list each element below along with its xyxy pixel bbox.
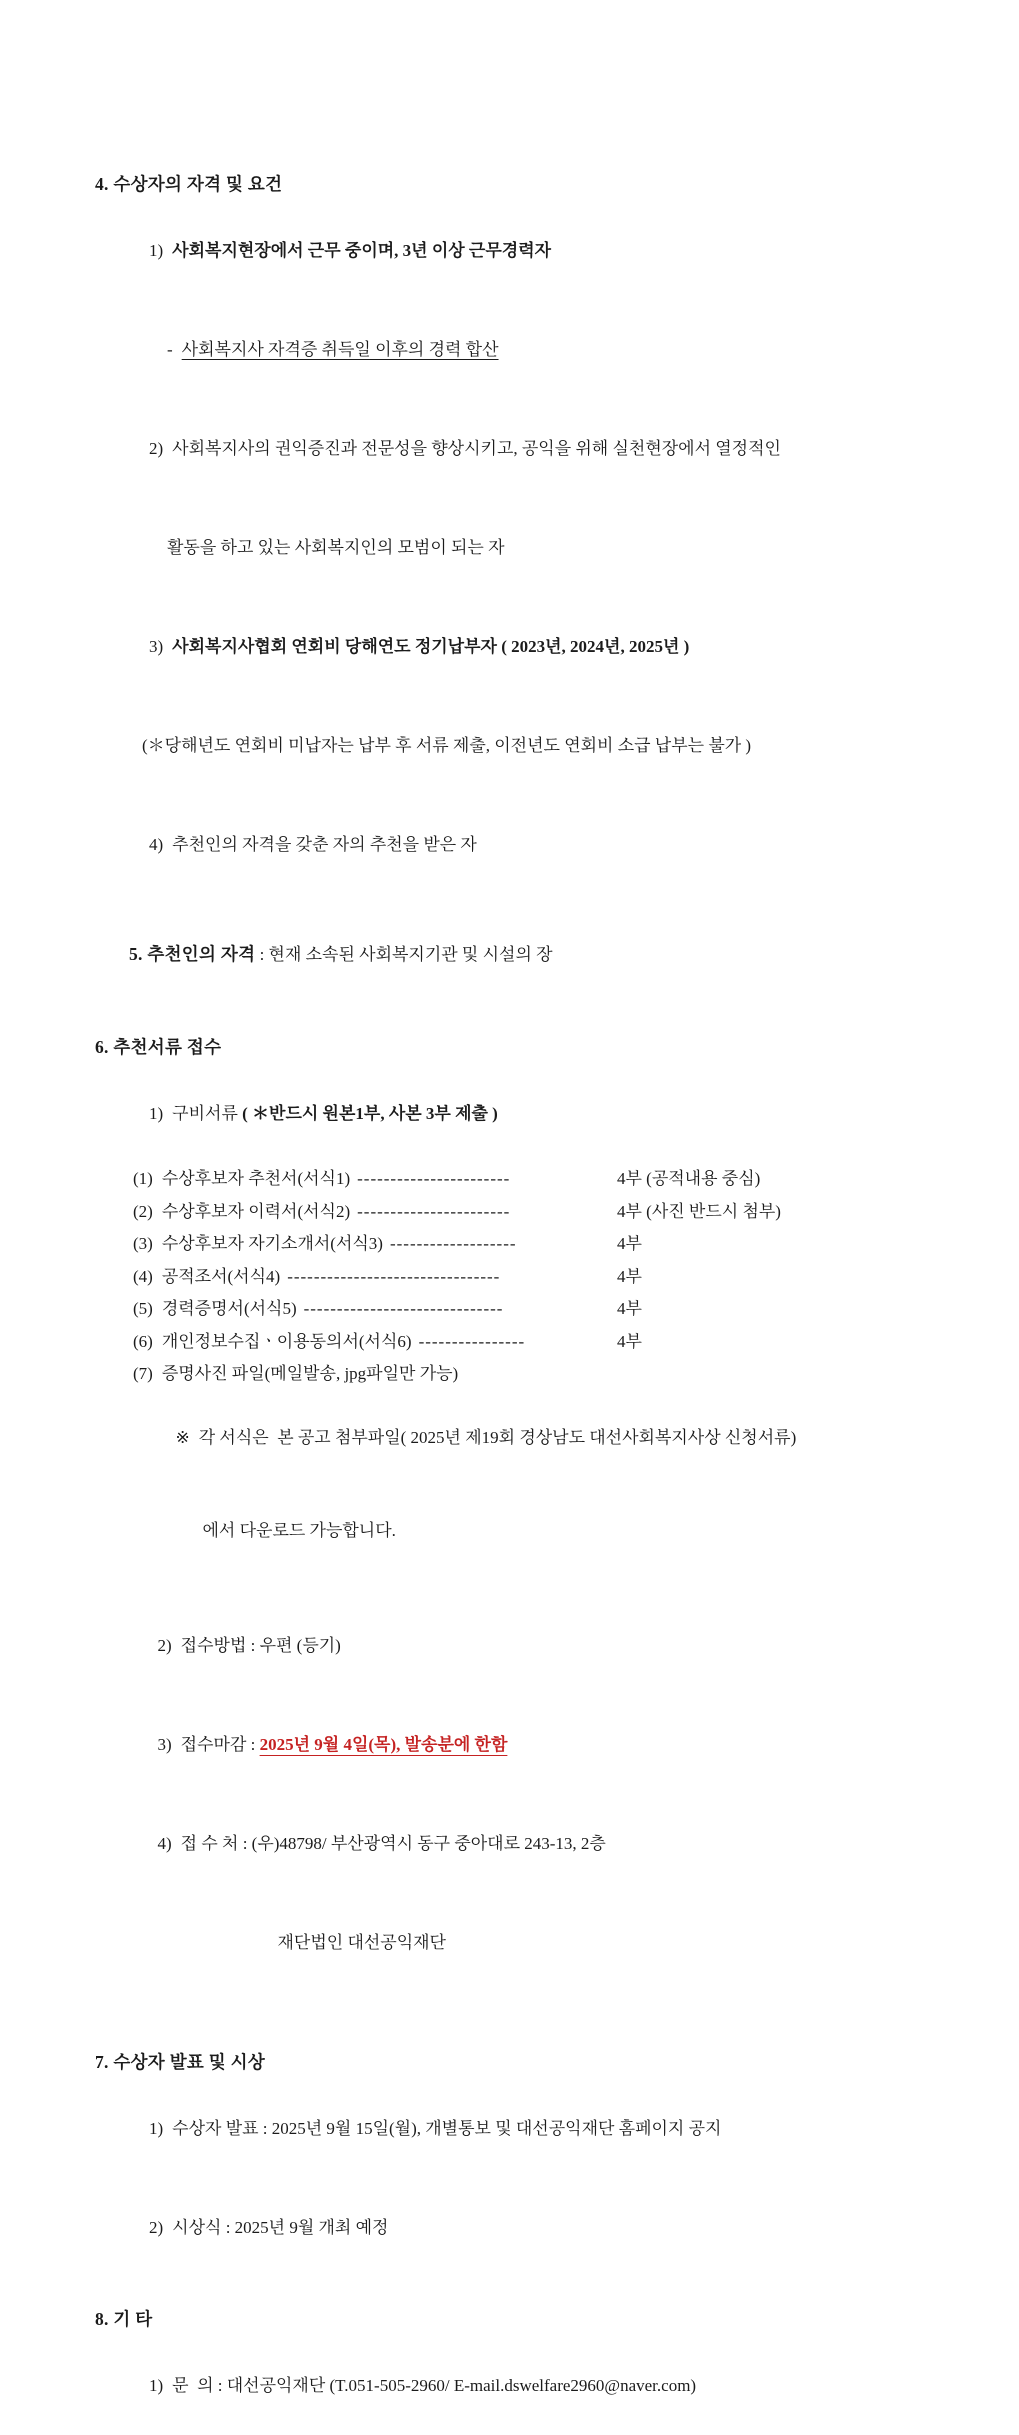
item-number: 3)	[157, 1734, 172, 1754]
section-6-heading: 6. 추천서류 접수	[95, 1037, 222, 1057]
section-6-item-3-deadline	[95, 1695, 933, 1794]
submission-details	[95, 1596, 933, 1992]
note-text: (＊당해년도 연회비 미납자는 납부 후 서류 제출, 이전년도 연회비 소급 납부는 불가 )	[142, 736, 752, 755]
item-text: 사회복지현장에서 근무 중이며, 3년 이상 근무경력자	[172, 241, 552, 260]
organization-name: 재단법인 대선공익재단	[277, 1932, 446, 1952]
document-number: (6)	[133, 1331, 153, 1351]
document-name: 수상후보자 추천서(서식1)	[161, 1169, 351, 1188]
item-number: 3)	[149, 637, 164, 656]
section-6-item-1	[95, 1064, 933, 1163]
section-etc	[95, 2303, 933, 2435]
item-number: 4)	[157, 1833, 172, 1853]
dash-leader: ----------------	[418, 1331, 526, 1351]
item-number: 1)	[149, 2375, 164, 2395]
section-4-item-3	[95, 597, 933, 696]
section-winner-qualifications	[95, 168, 933, 894]
note-text-continuation: 에서 다운로드 가능합니다.	[202, 1520, 396, 1540]
document-name: 공적조서(서식4)	[161, 1266, 281, 1286]
sub-dash: -	[167, 340, 173, 359]
document-name: 경력증명서(서식5)	[161, 1299, 297, 1318]
section-8-item-1-contact	[95, 2336, 933, 2435]
dash-leader: -----------------------	[357, 1201, 511, 1221]
section-5-heading-rest: : 현재 소속된 사회복지기관 및 시설의 장	[255, 945, 553, 964]
section-6-item-4-organization	[95, 1893, 933, 1992]
item-number: 1)	[149, 1104, 164, 1123]
document-number: (5)	[133, 1299, 153, 1318]
document-item-2	[95, 1196, 933, 1229]
section-4-item-3-note	[95, 696, 933, 795]
item-number: 1)	[149, 2118, 164, 2138]
document-number: (3)	[133, 1234, 153, 1253]
document-item-7	[95, 1358, 933, 1391]
section-recommender-qualification	[95, 905, 933, 1004]
document-copies: 4부	[617, 1234, 642, 1253]
section-5-heading: 5. 추천인의 자격	[129, 944, 256, 964]
document-number: (7)	[133, 1364, 153, 1383]
section-7-item-1	[95, 2079, 933, 2178]
section-7-heading: 7. 수상자 발표 및 시상	[95, 2051, 266, 2072]
section-4-item-1-subnote	[95, 300, 933, 399]
document-name: 개인정보수집ㆍ이용동의서(서식6)	[161, 1331, 412, 1351]
note-line-1	[95, 1391, 933, 1484]
item-bold-note: ( ＊반드시 원본1부, 사본 3부 제출 )	[242, 1104, 498, 1123]
document-copies: 4부 (공적내용 중심)	[617, 1169, 761, 1188]
item-text: 사회복지사협회 연회비 당해연도 정기납부자 ( 2023년, 2024년, 2025년 )	[172, 637, 690, 656]
section-5-heading-line	[95, 905, 933, 1004]
item-label: 구비서류	[172, 1104, 243, 1123]
item-text: 추천인의 자격을 갖춘 자의 추천을 받은 자	[172, 835, 477, 854]
item-text: 접 수 처 : (우)48798/ 부산광역시 동구 중아대로 243-13, 2층	[180, 1833, 606, 1853]
sub-text-underlined: 사회복지사 자격증 취득일 이후의 경력 합산	[181, 340, 499, 359]
document-name: 수상후보자 자기소개서(서식3)	[161, 1234, 383, 1253]
dash-leader: ------------------------------	[303, 1299, 504, 1318]
item-label: 접수마감 :	[180, 1734, 260, 1754]
item-text: 시상식 : 2025년 9월 개최 예정	[172, 2217, 389, 2237]
item-text: 접수방법 : 우편 (등기)	[180, 1635, 341, 1655]
dash-leader: -------------------	[389, 1234, 517, 1253]
section-4-item-4	[95, 795, 933, 894]
document-copies: 4부	[617, 1299, 642, 1318]
document-number: (2)	[133, 1201, 153, 1221]
item-number: 1)	[149, 241, 164, 260]
dash-leader: -----------------------	[357, 1169, 511, 1188]
section-4-item-2-line1	[95, 399, 933, 498]
section-6-item-4-address	[95, 1794, 933, 1893]
section-6-item-2	[95, 1596, 933, 1695]
section-4-item-1	[95, 201, 933, 300]
document-copies: 4부 (사진 반드시 첨부)	[617, 1201, 781, 1221]
contact-text: 문 의 : 대선공익재단 (T.051-505-2960/ E-mail.dswelfare2960@naver.com)	[172, 2375, 697, 2395]
document-item-5	[95, 1293, 933, 1326]
section-4-item-2-line2	[95, 498, 933, 597]
document-item-3	[95, 1228, 933, 1261]
section-document-submission	[95, 1031, 933, 1992]
item-number: 2)	[149, 439, 164, 458]
section-7-item-2	[95, 2178, 933, 2277]
document-number: (4)	[133, 1266, 153, 1286]
item-text: 사회복지사의 권익증진과 전문성을 향상시키고, 공익을 위해 실천현장에서 열정적인	[172, 439, 781, 458]
item-number: 2)	[157, 1635, 172, 1655]
item-number: 4)	[149, 835, 164, 854]
section-announcement-and-award	[95, 2046, 933, 2277]
item-text: 수상자 발표 : 2025년 9월 15일(월), 개별통보 및 대선공익재단 홈페이지 공지	[172, 2118, 722, 2138]
item-number: 2)	[149, 2217, 164, 2237]
forms-download-note	[95, 1391, 933, 1577]
dash-leader: --------------------------------	[287, 1266, 501, 1286]
deadline-highlight: 2025년 9월 4일(목), 발송분에 한함	[259, 1734, 508, 1754]
reference-mark: ※	[175, 1427, 190, 1447]
document-item-4	[95, 1261, 933, 1294]
document-name: 수상후보자 이력서(서식2)	[161, 1201, 351, 1221]
document-name: 증명사진 파일(메일발송, jpg파일만 가능)	[161, 1364, 459, 1383]
document-number: (1)	[133, 1169, 153, 1188]
document-item-6	[95, 1326, 933, 1359]
note-text: 각 서식은 본 공고 첨부파일( 2025년 제19회 경상남도 대선사회복지사상 신청서류)	[198, 1427, 797, 1447]
item-text-continuation: 활동을 하고 있는 사회복지인의 모범이 되는 자	[167, 538, 505, 557]
section-4-heading: 4. 수상자의 자격 및 요건	[95, 174, 283, 194]
document-copies: 4부	[617, 1331, 642, 1351]
note-line-2	[95, 1484, 933, 1577]
document-copies: 4부	[617, 1266, 642, 1286]
section-8-heading: 8. 기 타	[95, 2308, 153, 2329]
document-item-1	[95, 1163, 933, 1196]
